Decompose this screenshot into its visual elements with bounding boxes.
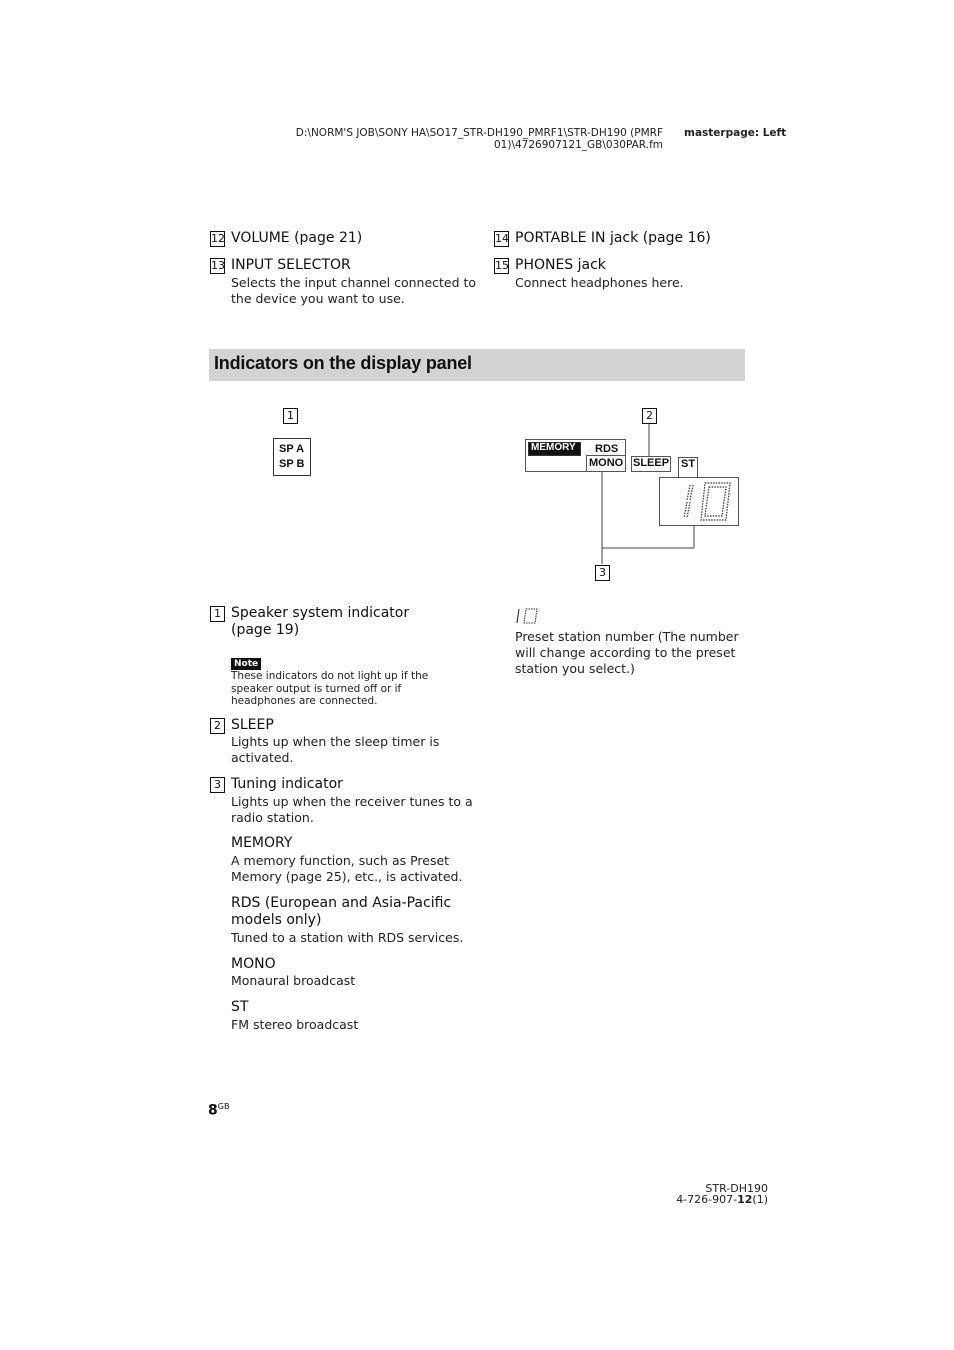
tuning-indicator-title: Tuning indicator <box>231 776 343 792</box>
sleep-label: SLEEP <box>633 457 670 469</box>
preset-digit-display <box>659 477 739 526</box>
item-number-14: 14 <box>495 232 509 245</box>
memory-desc <box>231 853 462 885</box>
note-line: These indicators do not light up if the <box>231 670 429 682</box>
note-line: speaker output is turned off or if <box>231 682 402 695</box>
diagram-lines <box>0 0 954 600</box>
rds-label: RDS <box>595 443 619 455</box>
page-number-suffix: GB <box>217 1102 230 1111</box>
preset-desc <box>515 629 739 677</box>
note-text <box>231 670 428 708</box>
sp-b-label: SP B <box>279 458 305 470</box>
memory-title: MEMORY <box>231 835 293 851</box>
title-line: Speaker system indicator <box>231 605 410 621</box>
item-title-portable-in: PORTABLE IN jack (page 16) <box>515 230 711 246</box>
footer-code <box>600 1194 768 1205</box>
masterpage-label: masterpage: Left <box>684 127 787 139</box>
indicator-number-1: 1 <box>210 606 225 622</box>
desc-line: will change according to the preset <box>515 645 736 660</box>
desc-line: activated. <box>231 750 294 765</box>
mono-desc: Monaural broadcast <box>231 973 356 988</box>
memory-label: MEMORY <box>531 442 576 453</box>
title-line: RDS (European and Asia-Pacific <box>231 895 452 911</box>
item-desc-line: the device you want to use. <box>231 291 405 306</box>
st-title: ST <box>231 999 249 1015</box>
mono-title: MONO <box>231 956 276 972</box>
st-label: ST <box>681 458 696 470</box>
st-desc: FM stereo broadcast <box>231 1017 359 1032</box>
desc-line: Lights up when the sleep timer is <box>231 734 440 749</box>
title-line: models only) <box>231 912 322 928</box>
item-desc-line: Selects the input channel connected to <box>231 275 477 290</box>
memory-indicator <box>528 442 581 456</box>
rds-desc: Tuned to a station with RDS services. <box>231 930 464 945</box>
page-number-value: 8 <box>208 1102 218 1119</box>
footer-code-bold: 12 <box>737 1193 753 1206</box>
callout-2: 2 <box>642 408 657 424</box>
callout-3: 3 <box>595 565 610 581</box>
speaker-system-indicator-title <box>231 605 409 639</box>
desc-line: A memory function, such as Preset <box>231 853 450 868</box>
page-number <box>208 1102 229 1119</box>
item-number-13: 13 <box>211 259 225 272</box>
mono-label: MONO <box>589 457 624 469</box>
preset-number-glyph-icon <box>515 607 541 629</box>
footer-code-prefix: 4-726-907- <box>676 1193 738 1206</box>
item-desc-phones: Connect headphones here. <box>515 275 684 290</box>
indicator-number-2: 2 <box>210 718 225 734</box>
footer-code-suffix: (1) <box>752 1193 768 1206</box>
desc-line: Preset station number (The number <box>515 629 739 644</box>
seven-segment-digits-icon <box>660 478 738 525</box>
note-line: headphones are connected. <box>231 695 378 707</box>
item-number-12: 12 <box>211 232 225 245</box>
sp-a-label: SP A <box>279 443 305 455</box>
title-line: (page 19) <box>231 622 300 638</box>
tuning-indicator-desc <box>231 794 473 826</box>
sleep-desc <box>231 734 439 766</box>
callout-1: 1 <box>283 408 298 424</box>
note-badge-wrap <box>231 651 261 670</box>
item-title-phones: PHONES jack <box>515 257 606 273</box>
desc-line: station you select.) <box>515 661 635 676</box>
item-title-volume: VOLUME (page 21) <box>231 230 363 246</box>
desc-line: Lights up when the receiver tunes to a <box>231 794 473 809</box>
item-title-input-selector: INPUT SELECTOR <box>231 257 351 273</box>
file-path-line-2: 01)\4726907121_GB\030PAR.fm <box>494 139 663 151</box>
item-number-15: 15 <box>495 259 509 272</box>
indicator-number-3: 3 <box>210 777 225 793</box>
footer <box>600 1183 768 1205</box>
desc-line: Memory (page 25), etc., is activated. <box>231 869 463 884</box>
footer-model: STR-DH190 <box>705 1182 768 1195</box>
rds-title <box>231 895 451 929</box>
note-badge: Note <box>231 658 261 670</box>
desc-line: radio station. <box>231 810 314 825</box>
file-path-line-1: D:\NORM'S JOB\SONY HA\SO17_STR-DH190_PMRF1\STR-DH190 (PMRF <box>295 127 663 139</box>
sleep-title: SLEEP <box>231 717 274 733</box>
section-title: Indicators on the display panel <box>214 353 472 373</box>
